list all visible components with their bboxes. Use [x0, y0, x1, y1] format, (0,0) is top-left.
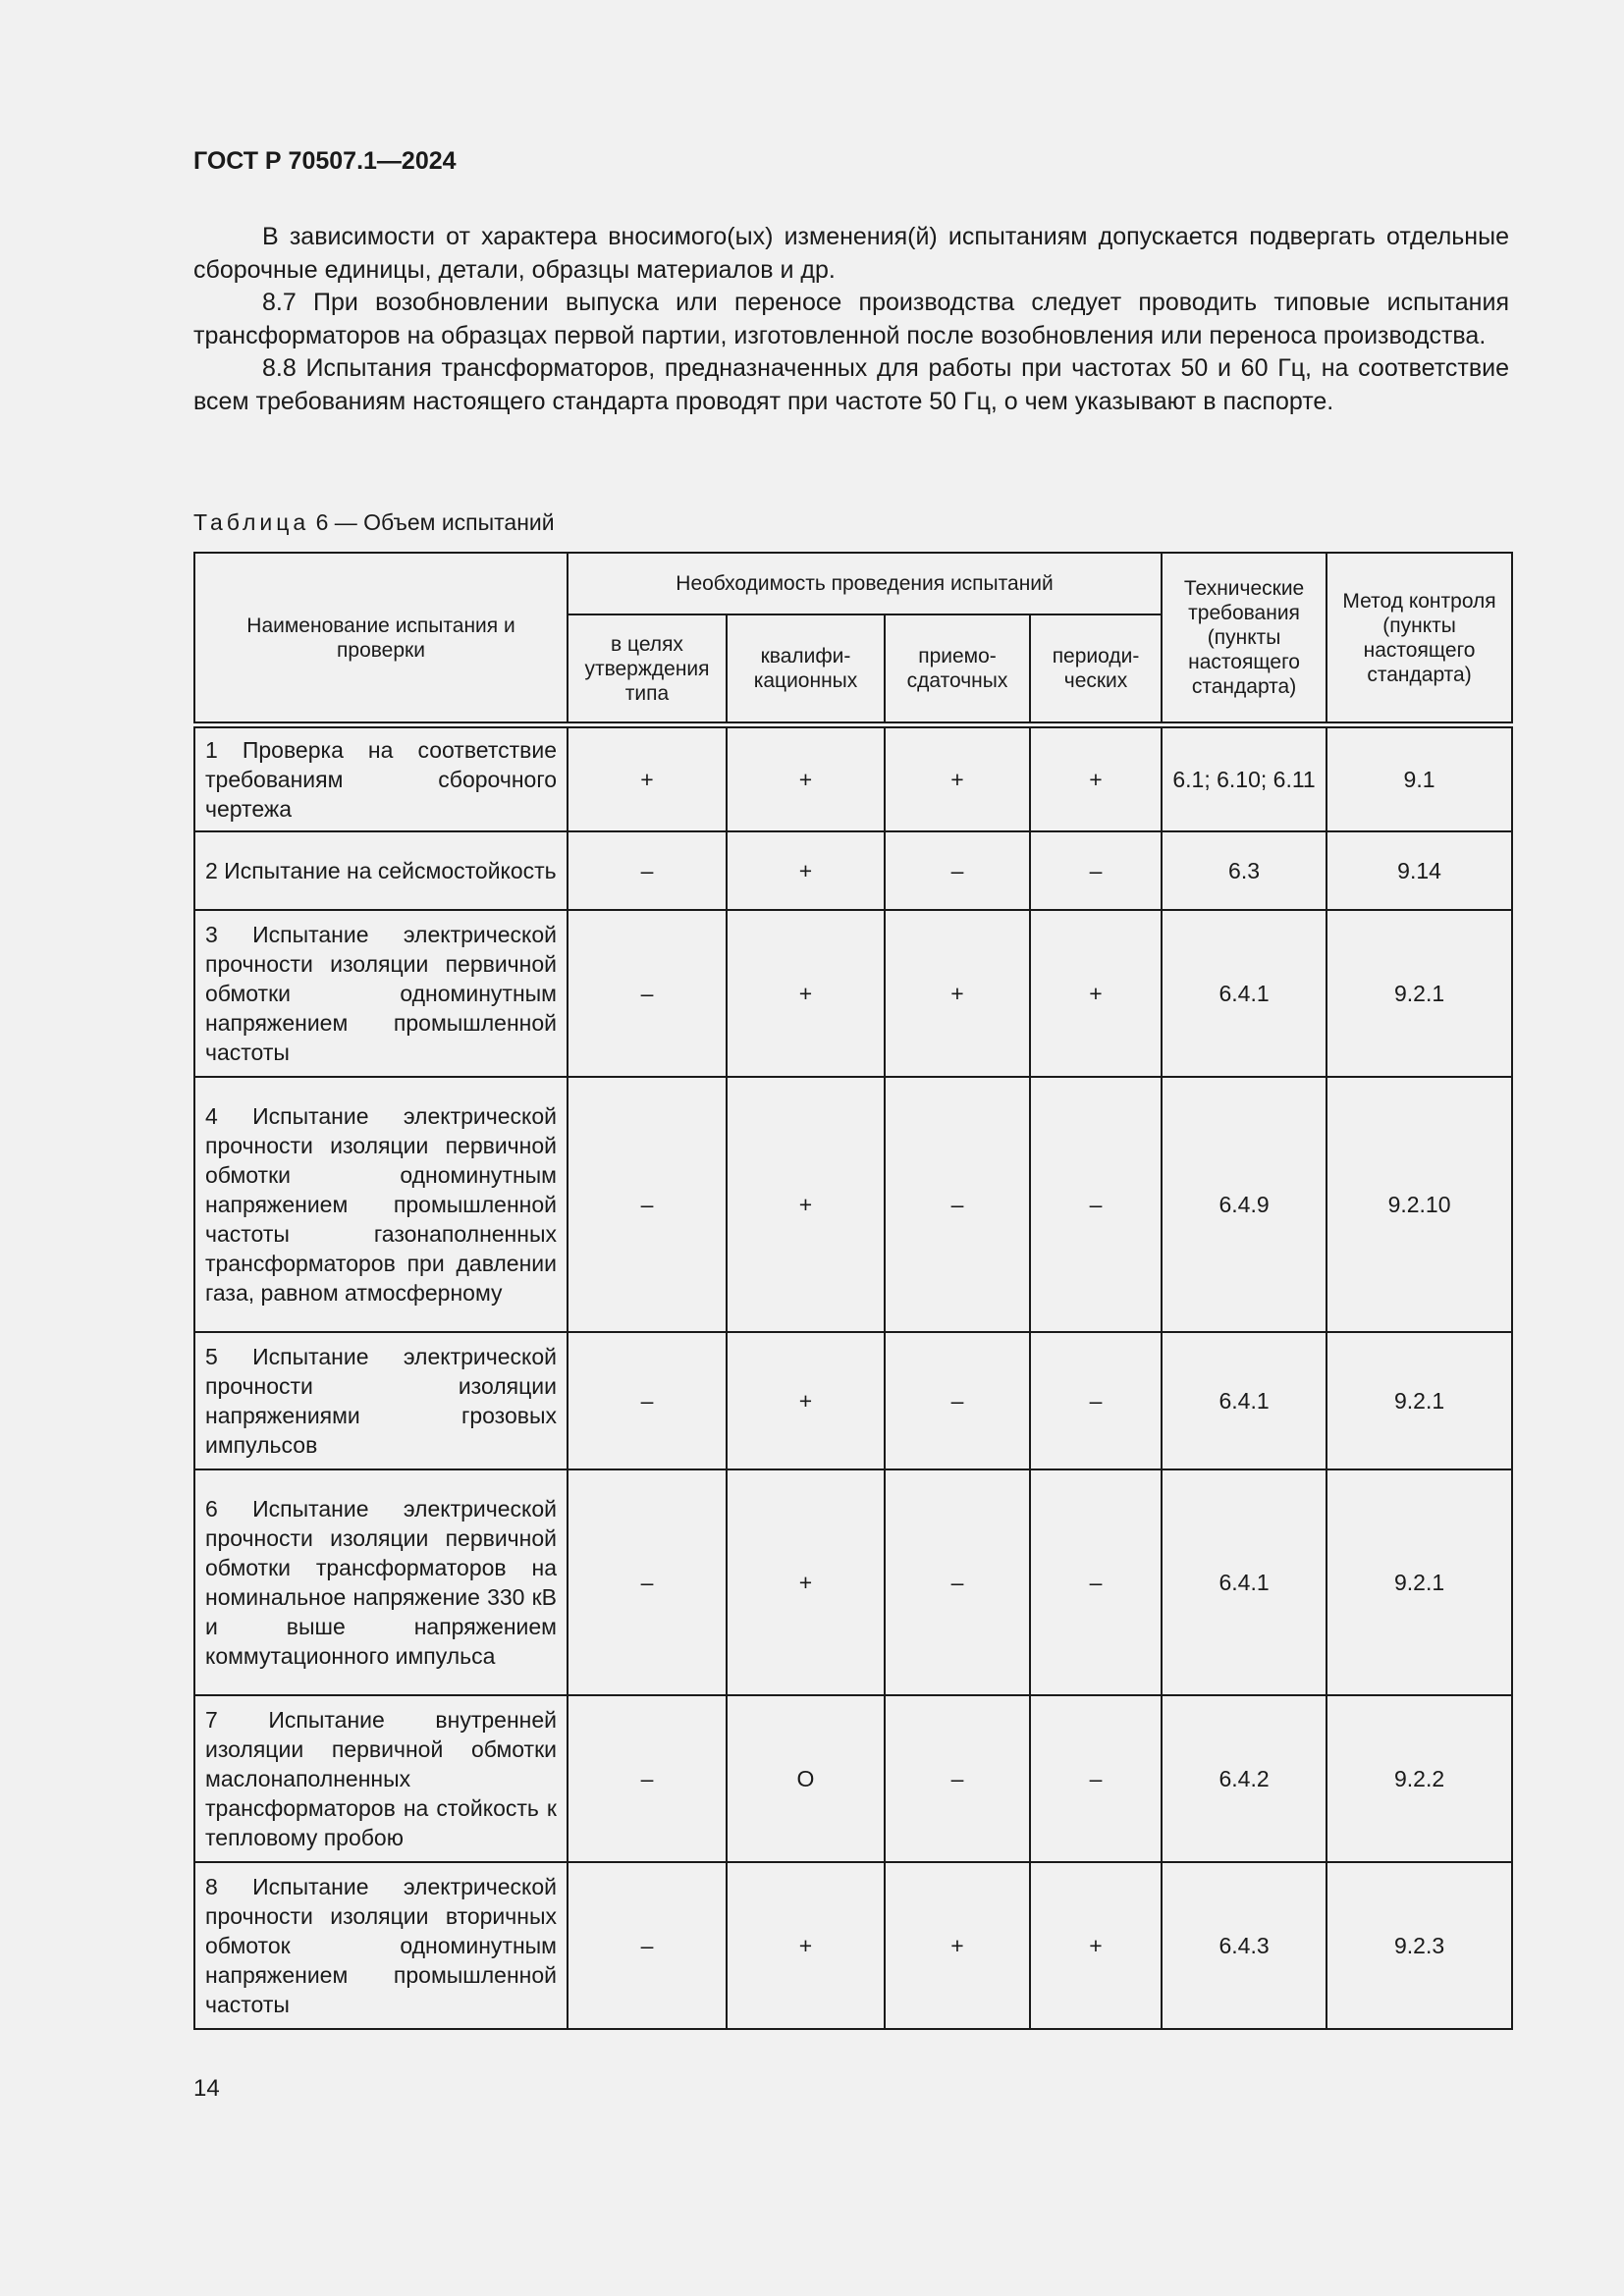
cell-method: 9.2.2 [1326, 1695, 1512, 1862]
cell-type: – [568, 1695, 727, 1862]
tests-table [193, 552, 1513, 2030]
paragraph: 8.7 При возобновлении выпуска или переносе производства следует проводить типовые испытания трансформаторов на образцах первой партии, изготовленной после возобновления или переноса производства. [193, 289, 1509, 349]
row-name: 6 Испытание электрической прочности изоляции первичной обмотки трансформаторов на номинальное напряжение 330 кВ и выше напряжением коммутационного импульса [194, 1469, 568, 1695]
cell-method: 9.2.3 [1326, 1862, 1512, 2029]
cell-acc: + [885, 910, 1030, 1077]
cell-acc: – [885, 1077, 1030, 1332]
table-caption [193, 509, 555, 536]
table-row [194, 1332, 1512, 1469]
cell-req: 6.4.1 [1162, 1332, 1326, 1469]
table-row [194, 910, 1512, 1077]
page-number: 14 [193, 2075, 220, 2102]
cell-per: – [1030, 831, 1162, 910]
cell-qual: + [727, 1332, 885, 1469]
row-name: 4 Испытание электрической прочности изоляции первичной обмотки одноминутным напряжением промышленной частоты газонаполненных трансформаторов при давлении газа, равном атмосферному [194, 1077, 568, 1332]
cell-acc: + [885, 1862, 1030, 2029]
cell-method: 9.2.1 [1326, 1332, 1512, 1469]
cell-qual: + [727, 727, 885, 831]
row-name: 3 Испытание электрической прочности изоляции первичной обмотки одноминутным напряжением промышленной частоты [194, 910, 568, 1077]
cell-acc: + [885, 727, 1030, 831]
row-name: 2 Испытание на сейсмостойкость [194, 831, 568, 910]
table-row [194, 1862, 1512, 2029]
cell-qual: + [727, 910, 885, 1077]
cell-req: 6.1; 6.10; 6.11 [1162, 727, 1326, 831]
cell-per: – [1030, 1332, 1162, 1469]
cell-acc: – [885, 1332, 1030, 1469]
table-caption-label: Таблица [193, 509, 310, 535]
row-name: 7 Испытание внутренней изоляции первичной обмотки маслонаполненных трансформаторов на стойкость к тепловому пробою [194, 1695, 568, 1862]
cell-per: + [1030, 727, 1162, 831]
paragraph: 8.8 Испытания трансформаторов, предназначенных для работы при частотах 50 и 60 Гц, на соответствие всем требованиям настоящего стандарта проводят при частоте 50 Гц, о чем указывают в паспорте. [193, 354, 1509, 415]
cell-acc: – [885, 1469, 1030, 1695]
cell-per: – [1030, 1469, 1162, 1695]
table-row [194, 1469, 1512, 1695]
cell-method: 9.2.1 [1326, 910, 1512, 1077]
cell-type: – [568, 1077, 727, 1332]
table-row [194, 1695, 1512, 1862]
cell-qual: + [727, 831, 885, 910]
cell-per: + [1030, 1862, 1162, 2029]
cell-qual: O [727, 1695, 885, 1862]
cell-method: 9.1 [1326, 727, 1512, 831]
cell-method: 9.2.1 [1326, 1469, 1512, 1695]
cell-acc: – [885, 1695, 1030, 1862]
document-header: ГОСТ Р 70507.1—2024 [193, 147, 457, 175]
cell-type: + [568, 727, 727, 831]
cell-per: – [1030, 1077, 1162, 1332]
cell-type: – [568, 1332, 727, 1469]
body-text [193, 221, 1509, 418]
cell-method: 9.2.10 [1326, 1077, 1512, 1332]
cell-qual: + [727, 1077, 885, 1332]
cell-method: 9.14 [1326, 831, 1512, 910]
row-name: 5 Испытание электрической прочности изоляции напряжениями грозовых импульсов [194, 1332, 568, 1469]
cell-qual: + [727, 1862, 885, 2029]
header-qualification: квалифи- кационных [727, 614, 885, 722]
table-caption-text: 6 — Объем испытаний [315, 509, 555, 535]
header-necessity: Необходимость проведения испытаний [568, 553, 1162, 614]
row-name: 8 Испытание электрической прочности изоляции вторичных обмоток одноминутным напряжением промышленной частоты [194, 1862, 568, 2029]
row-name: 1 Проверка на соответствие требованиям сборочного чертежа [194, 727, 568, 831]
cell-type: – [568, 1862, 727, 2029]
cell-req: 6.4.1 [1162, 1469, 1326, 1695]
cell-acc: – [885, 831, 1030, 910]
cell-qual: + [727, 1469, 885, 1695]
cell-req: 6.4.9 [1162, 1077, 1326, 1332]
header-name: Наименование испытания и проверки [194, 553, 568, 722]
cell-req: 6.4.1 [1162, 910, 1326, 1077]
cell-req: 6.3 [1162, 831, 1326, 910]
table-row [194, 727, 1512, 831]
paragraph: В зависимости от характера вносимого(ых) изменения(й) испытаниям допускается подвергать отдельные сборочные единицы, детали, образцы материалов и др. [193, 223, 1509, 284]
cell-per: + [1030, 910, 1162, 1077]
cell-req: 6.4.2 [1162, 1695, 1326, 1862]
header-method: Метод контроля (пункты настоящего стандарта) [1326, 553, 1512, 722]
header-periodic: периоди- ческих [1030, 614, 1162, 722]
cell-per: – [1030, 1695, 1162, 1862]
cell-type: – [568, 831, 727, 910]
table-row [194, 831, 1512, 910]
header-acceptance: приемо- сдаточных [885, 614, 1030, 722]
table-row [194, 1077, 1512, 1332]
cell-req: 6.4.3 [1162, 1862, 1326, 2029]
cell-type: – [568, 1469, 727, 1695]
header-type-approval: в целях утверждения типа [568, 614, 727, 722]
header-tech-req: Технические требования (пункты настоящего стандарта) [1162, 553, 1326, 722]
cell-type: – [568, 910, 727, 1077]
